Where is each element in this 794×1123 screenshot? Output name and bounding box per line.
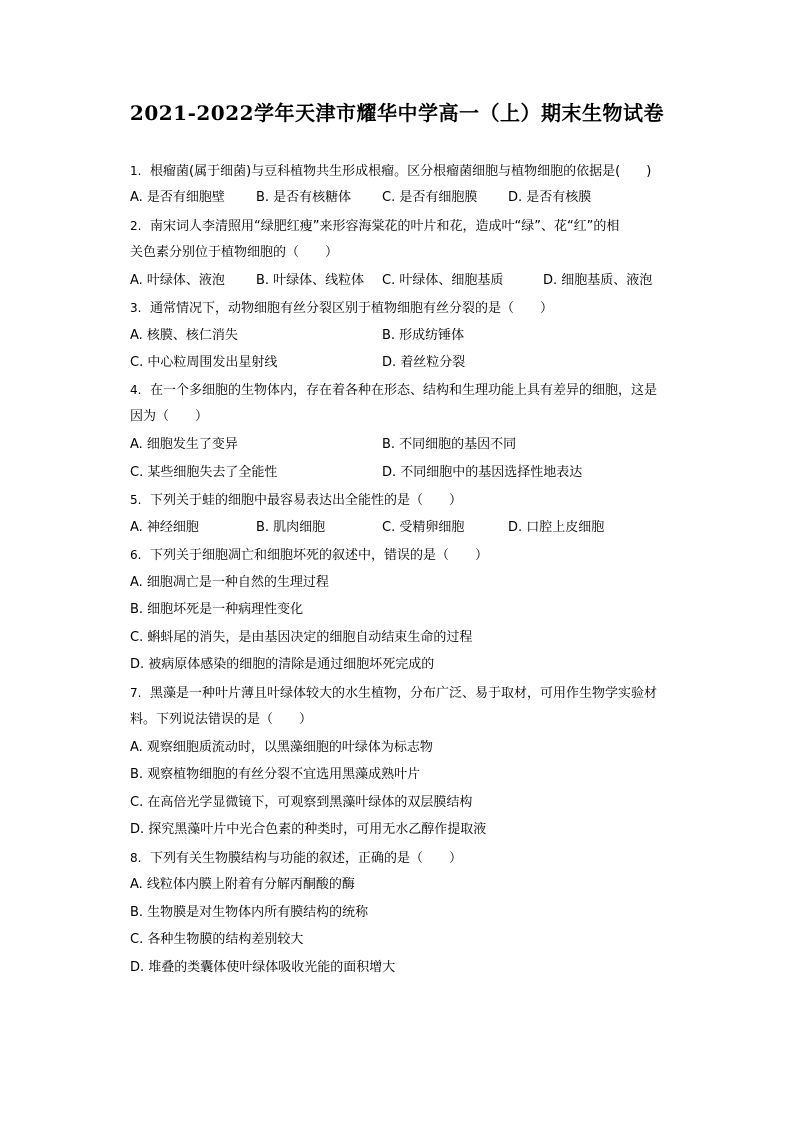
question-text: 下列关于细胞凋亡和细胞坏死的叙述中，错误的是（ ）	[150, 548, 489, 563]
option-a: A. 神经细胞	[130, 520, 199, 535]
option-a: A. 观察细胞质流动时，以黑藻细胞的叶绿体为标志物	[130, 740, 433, 755]
option-b: B. 形成纺锤体	[382, 328, 465, 343]
option-a: A. 细胞凋亡是一种自然的生理过程	[130, 575, 329, 590]
question-6	[130, 547, 488, 564]
option-a: A. 叶绿体、液泡	[130, 273, 225, 288]
option-c: C. 在高倍光学显微镜下，可观察到黑藻叶绿体的双层膜结构	[130, 795, 473, 810]
option-c: C. 中心粒周围发出星射线	[130, 355, 278, 370]
question-5	[130, 492, 462, 509]
option-b: B. 细胞坏死是一种病理性变化	[130, 602, 304, 617]
question-7	[130, 685, 657, 702]
option-a: A. 核膜、核仁消失	[130, 328, 238, 343]
question-4	[130, 382, 657, 399]
question-3	[130, 300, 553, 317]
option-d: D. 细胞基质、液泡	[543, 273, 653, 288]
option-c: C. 是否有细胞膜	[382, 190, 478, 205]
option-a: A. 是否有细胞壁	[130, 190, 225, 205]
option-b: B. 肌肉细胞	[256, 520, 326, 535]
option-a: A. 线粒体内膜上附着有分解丙酮酸的酶	[130, 877, 355, 892]
question-number: 8.	[130, 851, 142, 865]
question-number: 7.	[130, 686, 142, 700]
question-text: 根瘤菌(属于细菌)与豆科植物共生形成根瘤。区分根瘤菌细胞与植物细胞的依据是( )	[150, 164, 652, 179]
question-text: 下列关于蛙的细胞中最容易表达出全能性的是（ ）	[150, 493, 463, 508]
question-text-cont: 关色素分别位于植物细胞的（ ）	[130, 245, 339, 260]
question-text: 在一个多细胞的生物体内，存在着各种在形态、结构和生理功能上具有差异的细胞，这是	[150, 383, 658, 398]
option-d: D. 是否有核膜	[508, 190, 592, 205]
option-c: C. 受精卵细胞	[382, 520, 465, 535]
option-a: A. 细胞发生了变异	[130, 437, 238, 452]
option-b: B. 观察植物细胞的有丝分裂不宜选用黑藻成熟叶片	[130, 767, 421, 782]
question-text: 通常情况下，动物细胞有丝分裂区别于植物细胞有丝分裂的是（ ）	[150, 301, 554, 316]
option-c: C. 蝌蚪尾的消失，是由基因决定的细胞自动结束生命的过程	[130, 630, 473, 645]
option-c: C. 某些细胞失去了全能性	[130, 465, 278, 480]
question-8	[130, 850, 462, 867]
question-text-cont: 因为（ ）	[130, 409, 209, 424]
question-number: 4.	[130, 383, 142, 397]
page-title: 2021-2022学年天津市耀华中学高一（上）期末生物试卷	[129, 101, 665, 125]
option-b: B. 叶绿体、线粒体	[256, 273, 365, 288]
option-d: D. 着丝粒分裂	[382, 355, 466, 370]
question-number: 3.	[130, 301, 142, 315]
option-d: D. 被病原体感染的细胞的清除是通过细胞坏死完成的	[130, 657, 435, 672]
question-text: 黑藻是一种叶片薄且叶绿体较大的水生植物，分布广泛、易于取材，可用作生物学实验材	[150, 686, 658, 701]
option-d: D. 不同细胞中的基因选择性地表达	[382, 465, 583, 480]
question-text-cont: 料。下列说法错误的是（ ）	[130, 712, 313, 727]
option-b: B. 不同细胞的基因不同	[382, 437, 517, 452]
question-number: 5.	[130, 493, 142, 507]
question-1	[130, 163, 651, 180]
question-2	[130, 218, 619, 235]
question-number: 2.	[130, 219, 142, 233]
question-text: 南宋词人李清照用“绿肥红瘦”来形容海棠花的叶片和花，造成叶“绿”、花“红”的相	[150, 219, 620, 234]
question-number: 1.	[130, 164, 142, 178]
option-d: D. 口腔上皮细胞	[508, 520, 605, 535]
option-d: D. 探究黑藻叶片中光合色素的种类时，可用无水乙醇作提取液	[130, 822, 487, 837]
option-d: D. 堆叠的类囊体使叶绿体吸收光能的面积增大	[130, 960, 396, 975]
question-number: 6.	[130, 548, 142, 562]
option-b: B. 生物膜是对生物体内所有膜结构的统称	[130, 905, 369, 920]
option-c: C. 各种生物膜的结构差别较大	[130, 932, 304, 947]
option-b: B. 是否有核糖体	[256, 190, 352, 205]
question-text: 下列有关生物膜结构与功能的叙述，正确的是（ ）	[150, 851, 463, 866]
option-c: C. 叶绿体、细胞基质	[382, 273, 504, 288]
